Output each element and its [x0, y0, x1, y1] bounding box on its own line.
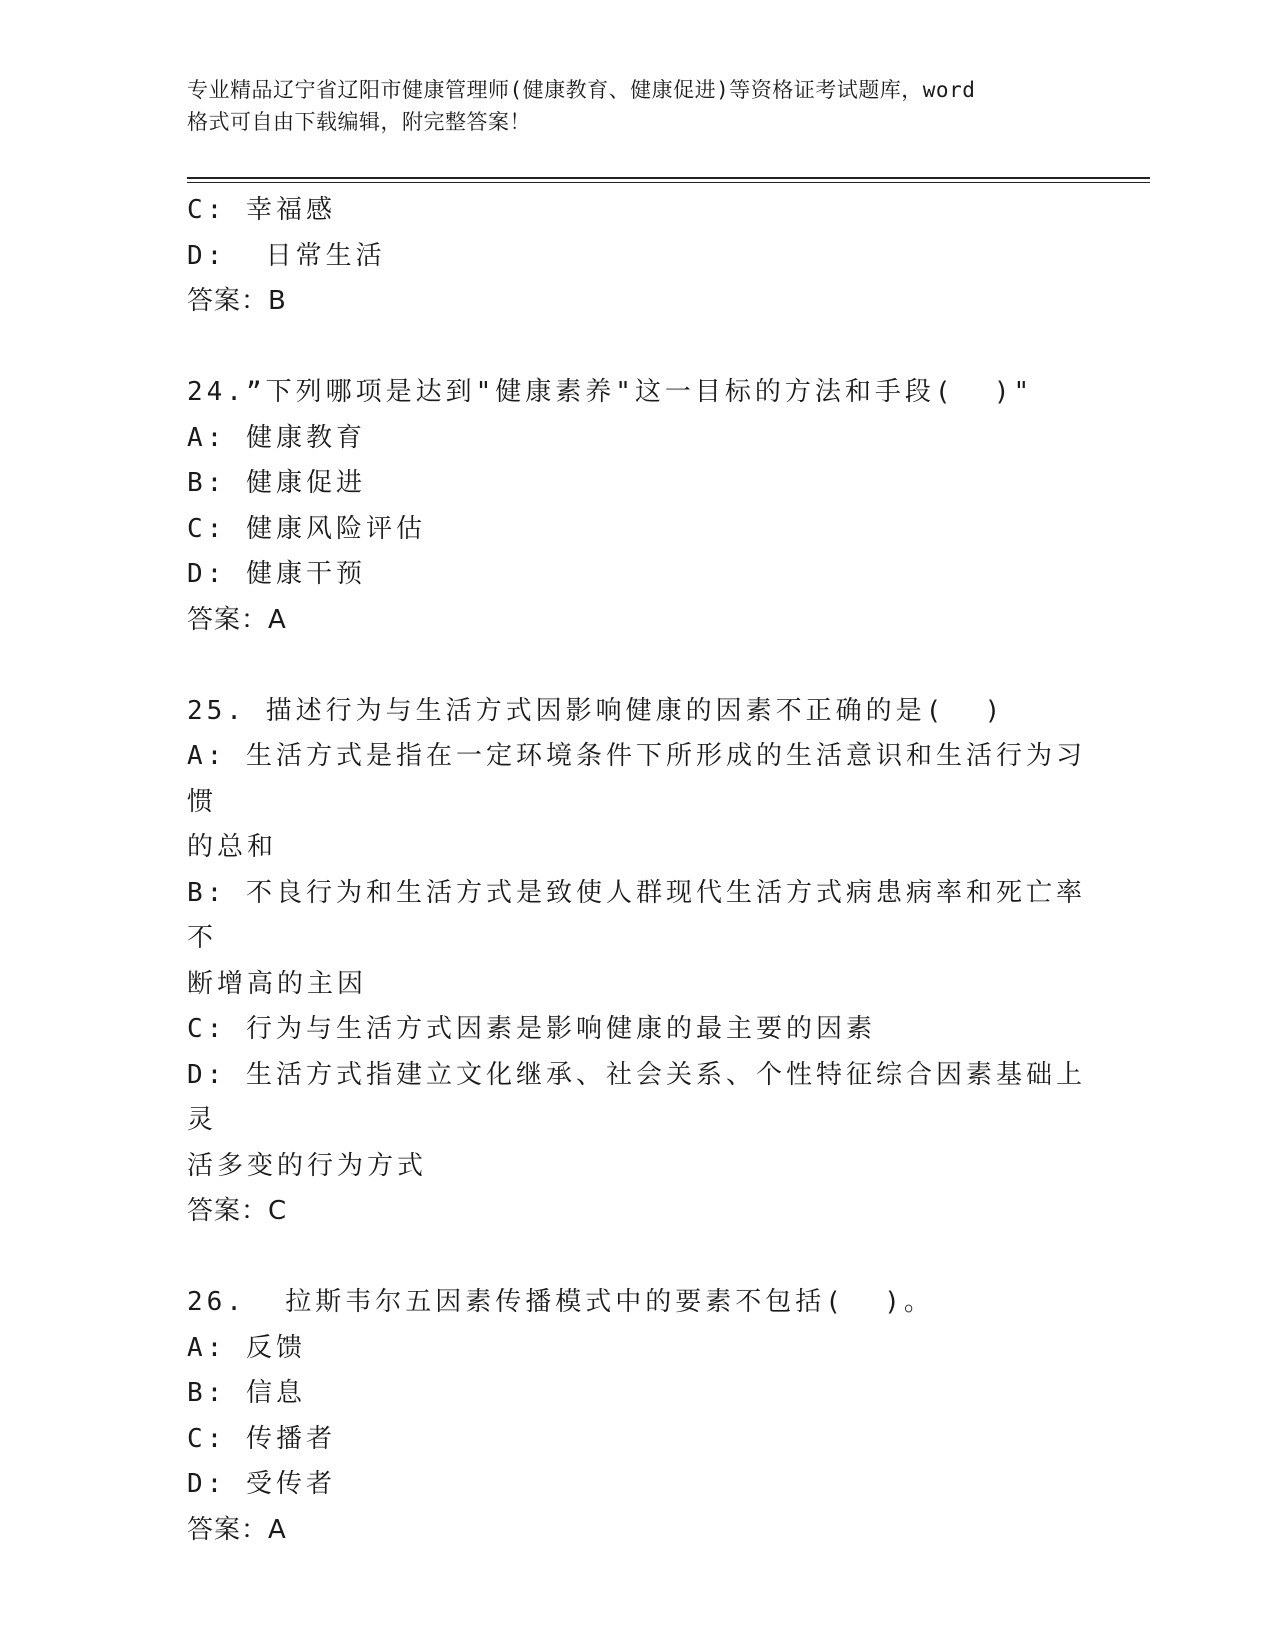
question-24 [187, 370, 1087, 643]
option-b-line-2: 断增高的主因 [187, 968, 368, 999]
option-d-line-1: D: 生活方式指建立文化继承、社会关系、个性特征综合因素基础上灵 [187, 1059, 1086, 1135]
option-d-line-2: 活多变的行为方式 [187, 1150, 428, 1181]
question-stem: 24.”下列哪项是达到"健康素养"这一目标的方法和手段( )" [187, 377, 1034, 407]
header-line-1: 专业精品辽宁省辽阳市健康管理师(健康教育、健康促进)等资格证考试题库，word [187, 78, 976, 102]
question-stem: 25. 描述行为与生活方式因影响健康的因素不正确的是( ) [187, 695, 1005, 726]
question-25 [187, 689, 1087, 1235]
answer: 答案：C [187, 1196, 288, 1226]
spacer [187, 325, 1087, 371]
option-d: D: 受传者 [187, 1469, 336, 1499]
option-c: C: 幸福感 [187, 195, 336, 225]
answer: 答案：A [187, 1514, 287, 1545]
question-stem: 26. 拉斯韦尔五因素传播模式中的要素不包括( )。 [187, 1287, 934, 1317]
option-c: C: 行为与生活方式因素是影响健康的最主要的因素 [187, 1014, 876, 1044]
document-body [187, 188, 1087, 1553]
option-b: B: 信息 [187, 1378, 306, 1408]
option-c: C: 传播者 [187, 1423, 336, 1454]
option-a-line-2: 的总和 [187, 832, 278, 862]
header-line-2: 格式可自由下载编辑，附完整答案！ [187, 110, 531, 134]
page-header [187, 74, 1087, 138]
option-a: A: 反馈 [187, 1332, 306, 1363]
option-a: A: 健康教育 [187, 422, 366, 453]
question-26 [187, 1280, 1087, 1553]
option-a-line-1: A: 生活方式是指在一定环境条件下所形成的生活意识和生活行为习惯 [187, 741, 1086, 817]
spacer [187, 1235, 1087, 1281]
option-b: B: 健康促进 [187, 468, 366, 498]
option-c: C: 健康风险评估 [187, 513, 426, 544]
option-d: D: 健康干预 [187, 559, 366, 589]
question-23-tail [187, 188, 1087, 325]
header-divider [187, 177, 1150, 183]
spacer [187, 643, 1087, 689]
answer: 答案：B [187, 286, 287, 316]
answer: 答案：A [187, 604, 287, 635]
option-b-line-1: B: 不良行为和生活方式是致使人群现代生活方式病患病率和死亡率不 [187, 877, 1086, 953]
option-d: D: 日常生活 [187, 240, 386, 271]
